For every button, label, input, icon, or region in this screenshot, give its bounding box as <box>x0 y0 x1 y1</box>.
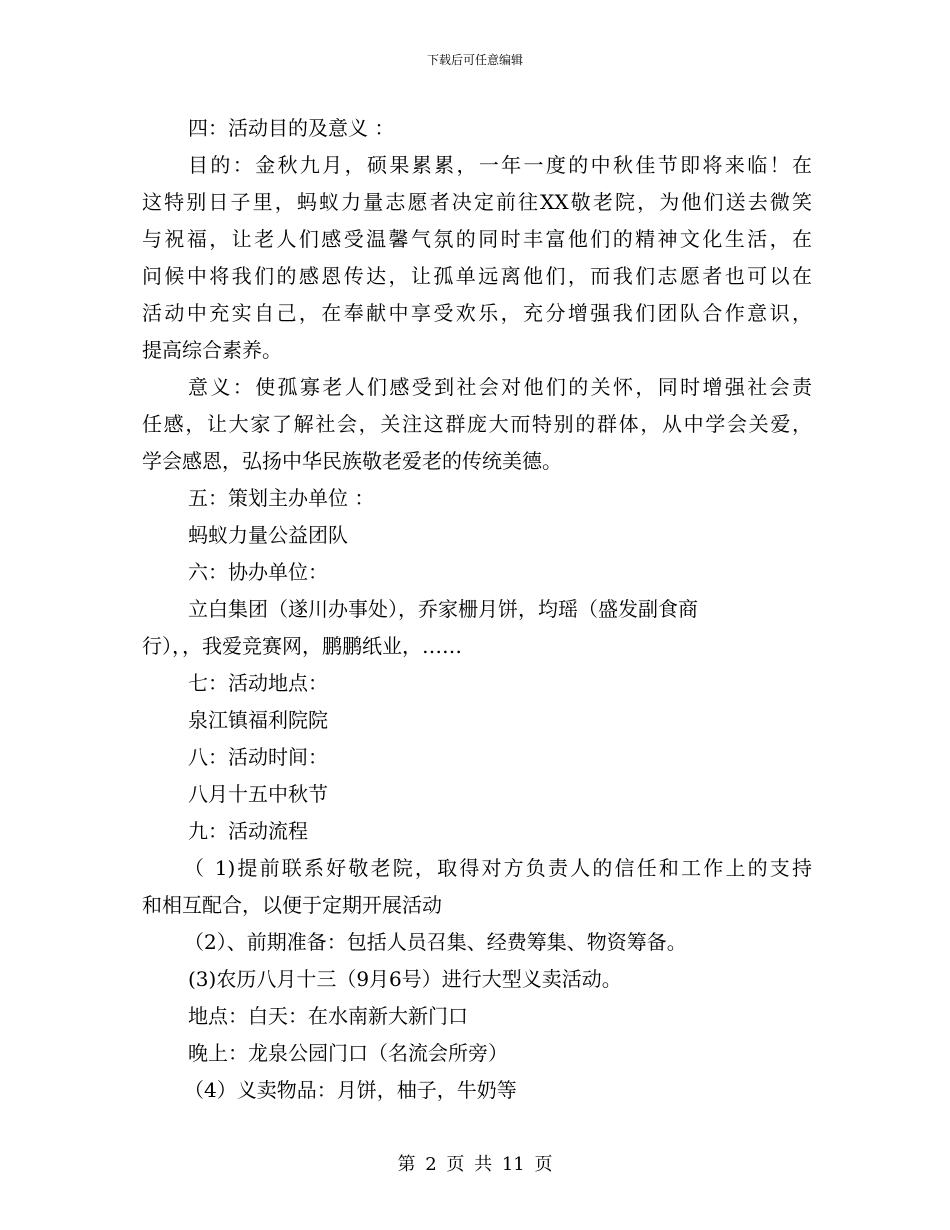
paragraph-line: (3)农历八月十三（9月6号）进行大型义卖活动。 <box>188 967 622 991</box>
paragraph-line: 学会感恩，弘扬中华民族敬老爱老的传统美德。 <box>142 449 562 473</box>
section-heading-location: 七：活动地点： <box>188 671 328 695</box>
paragraph-line: 这特别日子里，蚂蚁力量志愿者决定前往XX敬老院，为他们送去微笑 <box>142 190 812 214</box>
section-heading-process: 九：活动流程 <box>188 819 308 843</box>
section-heading-organizer: 五：策划主办单位 ： <box>188 486 375 510</box>
paragraph-line: 意义：使孤寡老人们感受到社会对他们的关怀，同时增强社会责 <box>188 375 812 399</box>
paragraph-line: 和相互配合，以便于定期开展活动 <box>142 893 442 917</box>
paragraph-line: 地点：白天：在水南新大新门口 <box>188 1004 468 1028</box>
page-header: 下载后可任意编辑 <box>426 53 523 67</box>
paragraph-line: （4）义卖物品：月饼，柚子，牛奶等 <box>184 1078 517 1102</box>
paragraph-line: 蚂蚁力量公益团队 <box>188 523 348 547</box>
paragraph-line: 任感，让大家了解社会，关注这群庞大而特别的群体，从中学会关爱， <box>142 412 812 436</box>
paragraph-line: 目的：金秋九月，硕果累累，一年一度的中秋佳节即将来临！在 <box>188 153 812 177</box>
section-heading-co-organizer: 六：协办单位： <box>188 560 328 584</box>
section-heading-time: 八：活动时间： <box>188 745 328 769</box>
section-heading-purpose: 四：活动目的及意义 ： <box>188 116 395 140</box>
paragraph-line: 泉江镇福利院院 <box>188 708 328 732</box>
paragraph-line: 行），，我爱竞赛网，鹏鹏纸业，…… <box>142 634 462 658</box>
paragraph-line: 活动中充实自己，在奉献中享受欢乐，充分增强我们团队合作意识， <box>142 301 812 325</box>
paragraph-line: （ 1)提前联系好敬老院，取得对方负责人的信任和工作上的支持 <box>184 856 812 880</box>
paragraph-line: 八月十五中秋节 <box>188 782 328 806</box>
paragraph-line: （2）、前期准备：包括人员召集、经费筹集、物资筹备。 <box>184 930 687 954</box>
paragraph-line: 立白集团（遂川办事处），乔家栅月饼，均瑶（盛发副食商 <box>188 597 698 621</box>
paragraph-line: 晚上：龙泉公园门口（名流会所旁） <box>188 1041 508 1065</box>
page-footer: 第 2 页 共 11 页 <box>397 1154 553 1175</box>
paragraph-line: 与祝福，让老人们感受温馨气氛的同时丰富他们的精神文化生活，在 <box>142 227 812 251</box>
paragraph-line: 提高综合素养。 <box>142 338 282 362</box>
paragraph-line: 问候中将我们的感恩传达，让孤单远离他们，而我们志愿者也可以在 <box>142 264 812 288</box>
document-body <box>142 110 812 1109</box>
